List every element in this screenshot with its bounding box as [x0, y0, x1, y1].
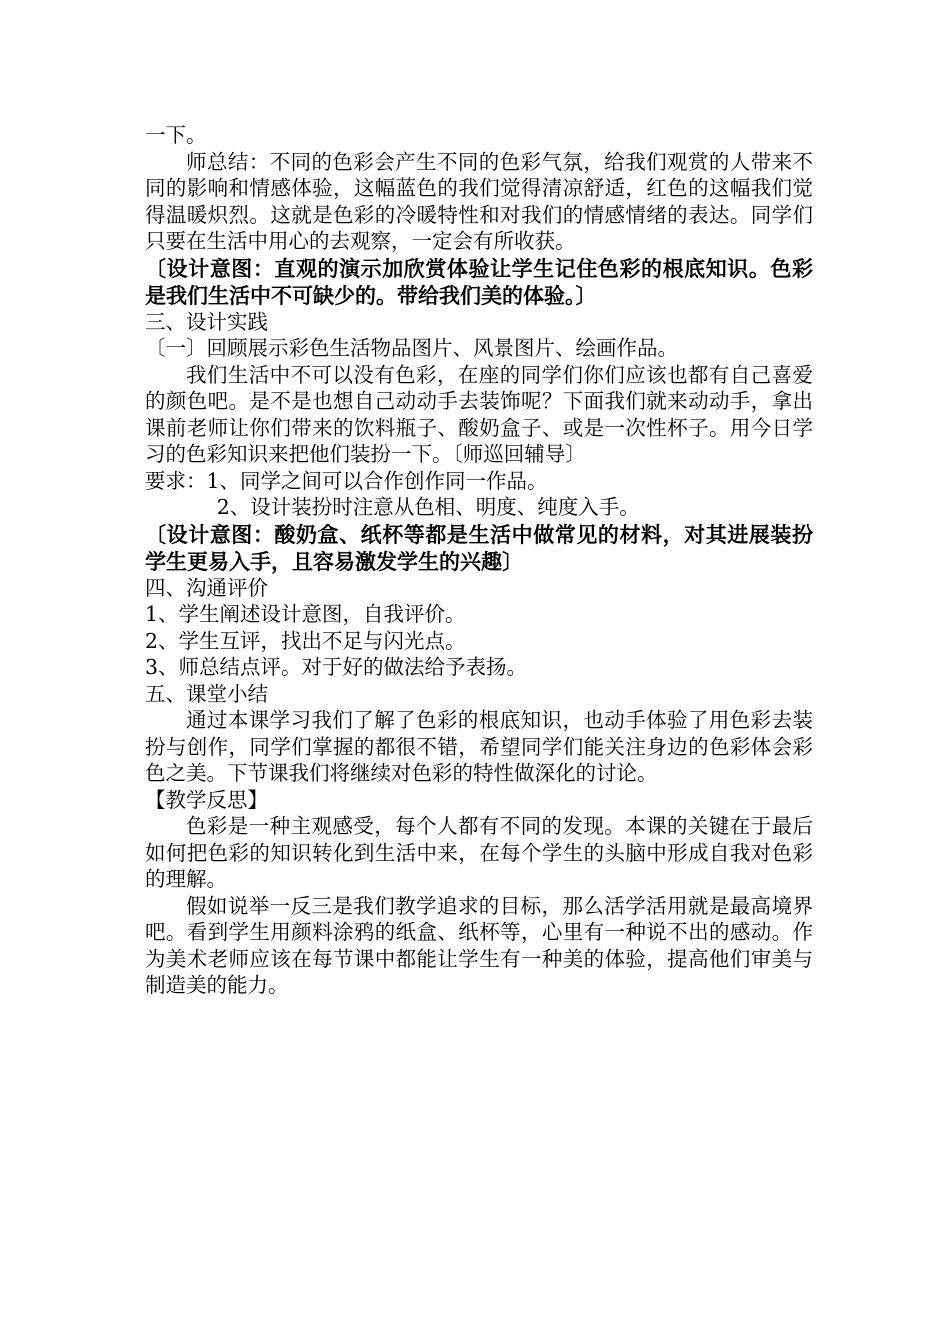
sub-heading: 〔一〕回顾展示彩色生活物品图片、风景图片、绘画作品。 — [145, 336, 678, 360]
section-heading: 四、沟通评价 — [145, 575, 268, 600]
paragraph: 一下。 — [145, 123, 207, 147]
paragraph: 假如说举一反三是我们教学追求的目标，那么活学活用就是最高境界吧。看到学生用颜料涂鸦的纸盒、纸杯等，心里有一种说不出的感动。作为美术老师应该在每节课中都能让学生有一种美的体验，提高他们审美与制造美的能力。 — [145, 893, 813, 997]
paragraph: 通过本课学习我们了解了色彩的根底知识，也动手体验了用色彩去装扮与创作，同学们掌握的都很不错，希望同学们能关注身边的色彩体会彩色之美。下节课我们将继续对色彩的特性做深化的讨论。 — [145, 708, 813, 785]
list-item: 2、学生互评，找出不足与闪光点。 — [145, 628, 466, 653]
requirement-item: 2、设计装扮时注意从色相、明度、纯度入手。 — [216, 495, 640, 519]
requirement-item: 要求：1、同学之间可以合作创作同一作品。 — [145, 468, 548, 493]
paragraph: 色彩是一种主观感受，每个人都有不同的发现。本课的关键在于最后如何把色彩的知识转化到生活中来，在每个学生的头脑中形成自我对色彩的理解。 — [145, 814, 813, 891]
paragraph: 我们生活中不可以没有色彩，在座的同学们你们应该也都有自己喜爱的颜色吧。是不是也想自己动动手去装饰呢？下面我们就来动动手，拿出课前老师让你们带来的饮料瓶子、酸奶盒子、或是一次性杯子。用今日学习的色彩知识来把他们装扮一下。〔师巡回辅导〕 — [145, 362, 813, 466]
design-intent-note: 〔设计意图：直观的演示加欣赏体验让学生记住色彩的根底知识。色彩是我们生活中不可缺少的。带给我们美的体验。〕 — [145, 255, 813, 308]
section-heading: 三、设计实践 — [145, 309, 268, 334]
design-intent-note: 〔设计意图：酸奶盒、纸杯等都是生活中做常见的材料，对其进展装扮学生更易入手，且容易激发学生的兴趣〕 — [145, 521, 813, 574]
document-body — [145, 122, 813, 999]
section-heading: 【教学反思】 — [145, 787, 268, 812]
section-heading: 五、课堂小结 — [145, 681, 268, 706]
list-item: 3、师总结点评。对于好的做法给予表扬。 — [145, 655, 528, 679]
paragraph: 师总结：不同的色彩会产生不同的色彩气氛，给我们观赏的人带来不同的影响和情感体验，这幅蓝色的我们觉得清凉舒适，红色的这幅我们觉得温暖炽烈。这就是色彩的冷暖特性和对我们的情感情绪的表达。同学们只要在生活中用心的去观察，一定会有所收获。 — [145, 149, 813, 253]
list-item: 1、学生阐述设计意图，自我评价。 — [145, 602, 466, 626]
